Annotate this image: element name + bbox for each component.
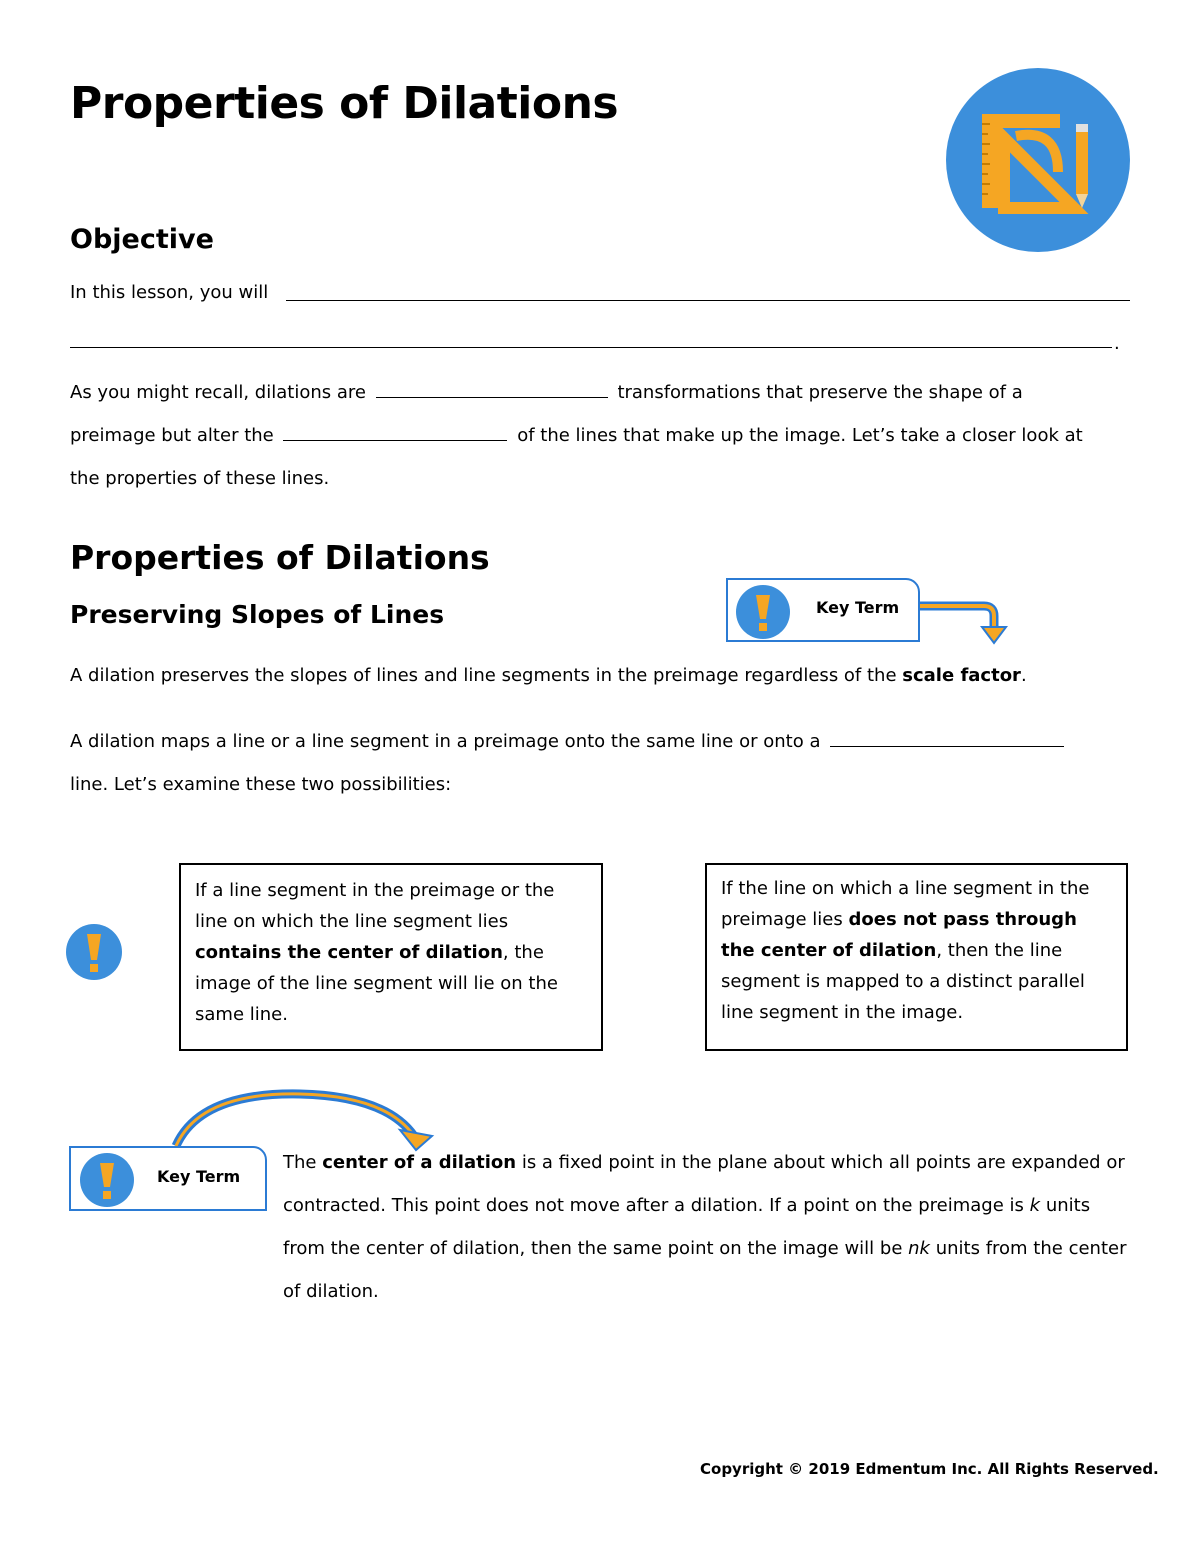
scale-factor-term: scale factor: [902, 665, 1021, 686]
objective-heading: Objective: [70, 224, 214, 255]
maps-blank[interactable]: [830, 728, 1064, 747]
slopes-period: .: [1020, 665, 1027, 686]
parallel-bold: does not pass through the center of dilation: [721, 909, 1077, 961]
recall-line-1: [70, 371, 1140, 414]
section-heading: Properties of Dilations: [70, 538, 490, 577]
key-term-callout: [69, 1146, 267, 1211]
same-line-bold: contains the center of dilation: [195, 942, 503, 963]
recall-blank-1[interactable]: [376, 379, 608, 398]
parallel-text-2: , then the line segment is mapped to a distinct parallel line segment in the image.: [721, 940, 1085, 1023]
recall-line-3: the properties of these lines.: [70, 468, 330, 489]
same-line-text-1: If a line segment in the preimage or the line on which the line segment lies: [195, 880, 555, 932]
maps-paragraph: [70, 720, 1150, 806]
variable-nk: nk: [908, 1238, 930, 1259]
definition-text-3: units from the center of dilation.: [283, 1238, 1127, 1302]
key-term-label: Key Term: [816, 598, 900, 617]
objective-period: .: [1114, 333, 1120, 354]
recall-paragraph: [70, 371, 1140, 500]
objective-intro: In this lesson, you will: [70, 282, 269, 303]
variable-k: k: [1029, 1195, 1041, 1216]
recall-text-3: preimage but alter the: [70, 425, 274, 446]
parallel-line-box: [705, 863, 1128, 1051]
ruler-triangle-pencil-icon: [946, 68, 1130, 252]
exclamation-icon: [80, 1153, 134, 1207]
center-definition: [283, 1141, 1133, 1313]
recall-blank-2[interactable]: [283, 422, 507, 441]
recall-text-1: As you might recall, dilations are: [70, 382, 366, 403]
parallel-text-1: If the line on which a line segment in the preimage lies: [721, 878, 1090, 930]
recall-text-4: of the lines that make up the image. Let’s take a closer look at: [517, 425, 1083, 446]
arrow-right-down-icon: [918, 595, 1014, 649]
exclamation-icon: [66, 924, 122, 980]
slopes-text: A dilation preserves the slopes of lines and line segments in the preimage regardless of the: [70, 665, 897, 686]
center-of-dilation-term: center of a dilation: [322, 1152, 517, 1173]
recall-line-2: [70, 414, 1140, 457]
objective-blank-1[interactable]: [286, 300, 1130, 301]
key-term-callout: [726, 578, 920, 642]
definition-the: The: [283, 1152, 317, 1173]
recall-text-2: transformations that preserve the shape of a: [617, 382, 1023, 403]
copyright-footer: Copyright © 2019 Edmentum Inc. All Rights Reserved.: [700, 1460, 1159, 1478]
maps-line-1: [70, 720, 1150, 763]
page-title: Properties of Dilations: [70, 78, 619, 129]
logo: [946, 68, 1130, 252]
objective-blank-2[interactable]: [70, 347, 1112, 348]
exclamation-icon: [736, 585, 790, 639]
key-term-label: Key Term: [157, 1167, 241, 1186]
section-subheading: Preserving Slopes of Lines: [70, 600, 445, 629]
maps-text-1: A dilation maps a line or a line segment in a preimage onto the same line or onto a: [70, 731, 821, 752]
slopes-paragraph: [70, 654, 1150, 697]
same-line-text-2: , the image of the line segment will lie on the same line.: [195, 942, 558, 1025]
definition-text-2: units from the center of dilation, then the same point on the image will be: [283, 1195, 1091, 1259]
maps-line-2: line. Let’s examine these two possibilities:: [70, 774, 452, 795]
definition-text-1: is a fixed point in the plane about which all points are expanded or contracted. This point does not move after a dilation. If a point on the preimage is: [283, 1152, 1125, 1216]
same-line-box: [179, 863, 603, 1051]
